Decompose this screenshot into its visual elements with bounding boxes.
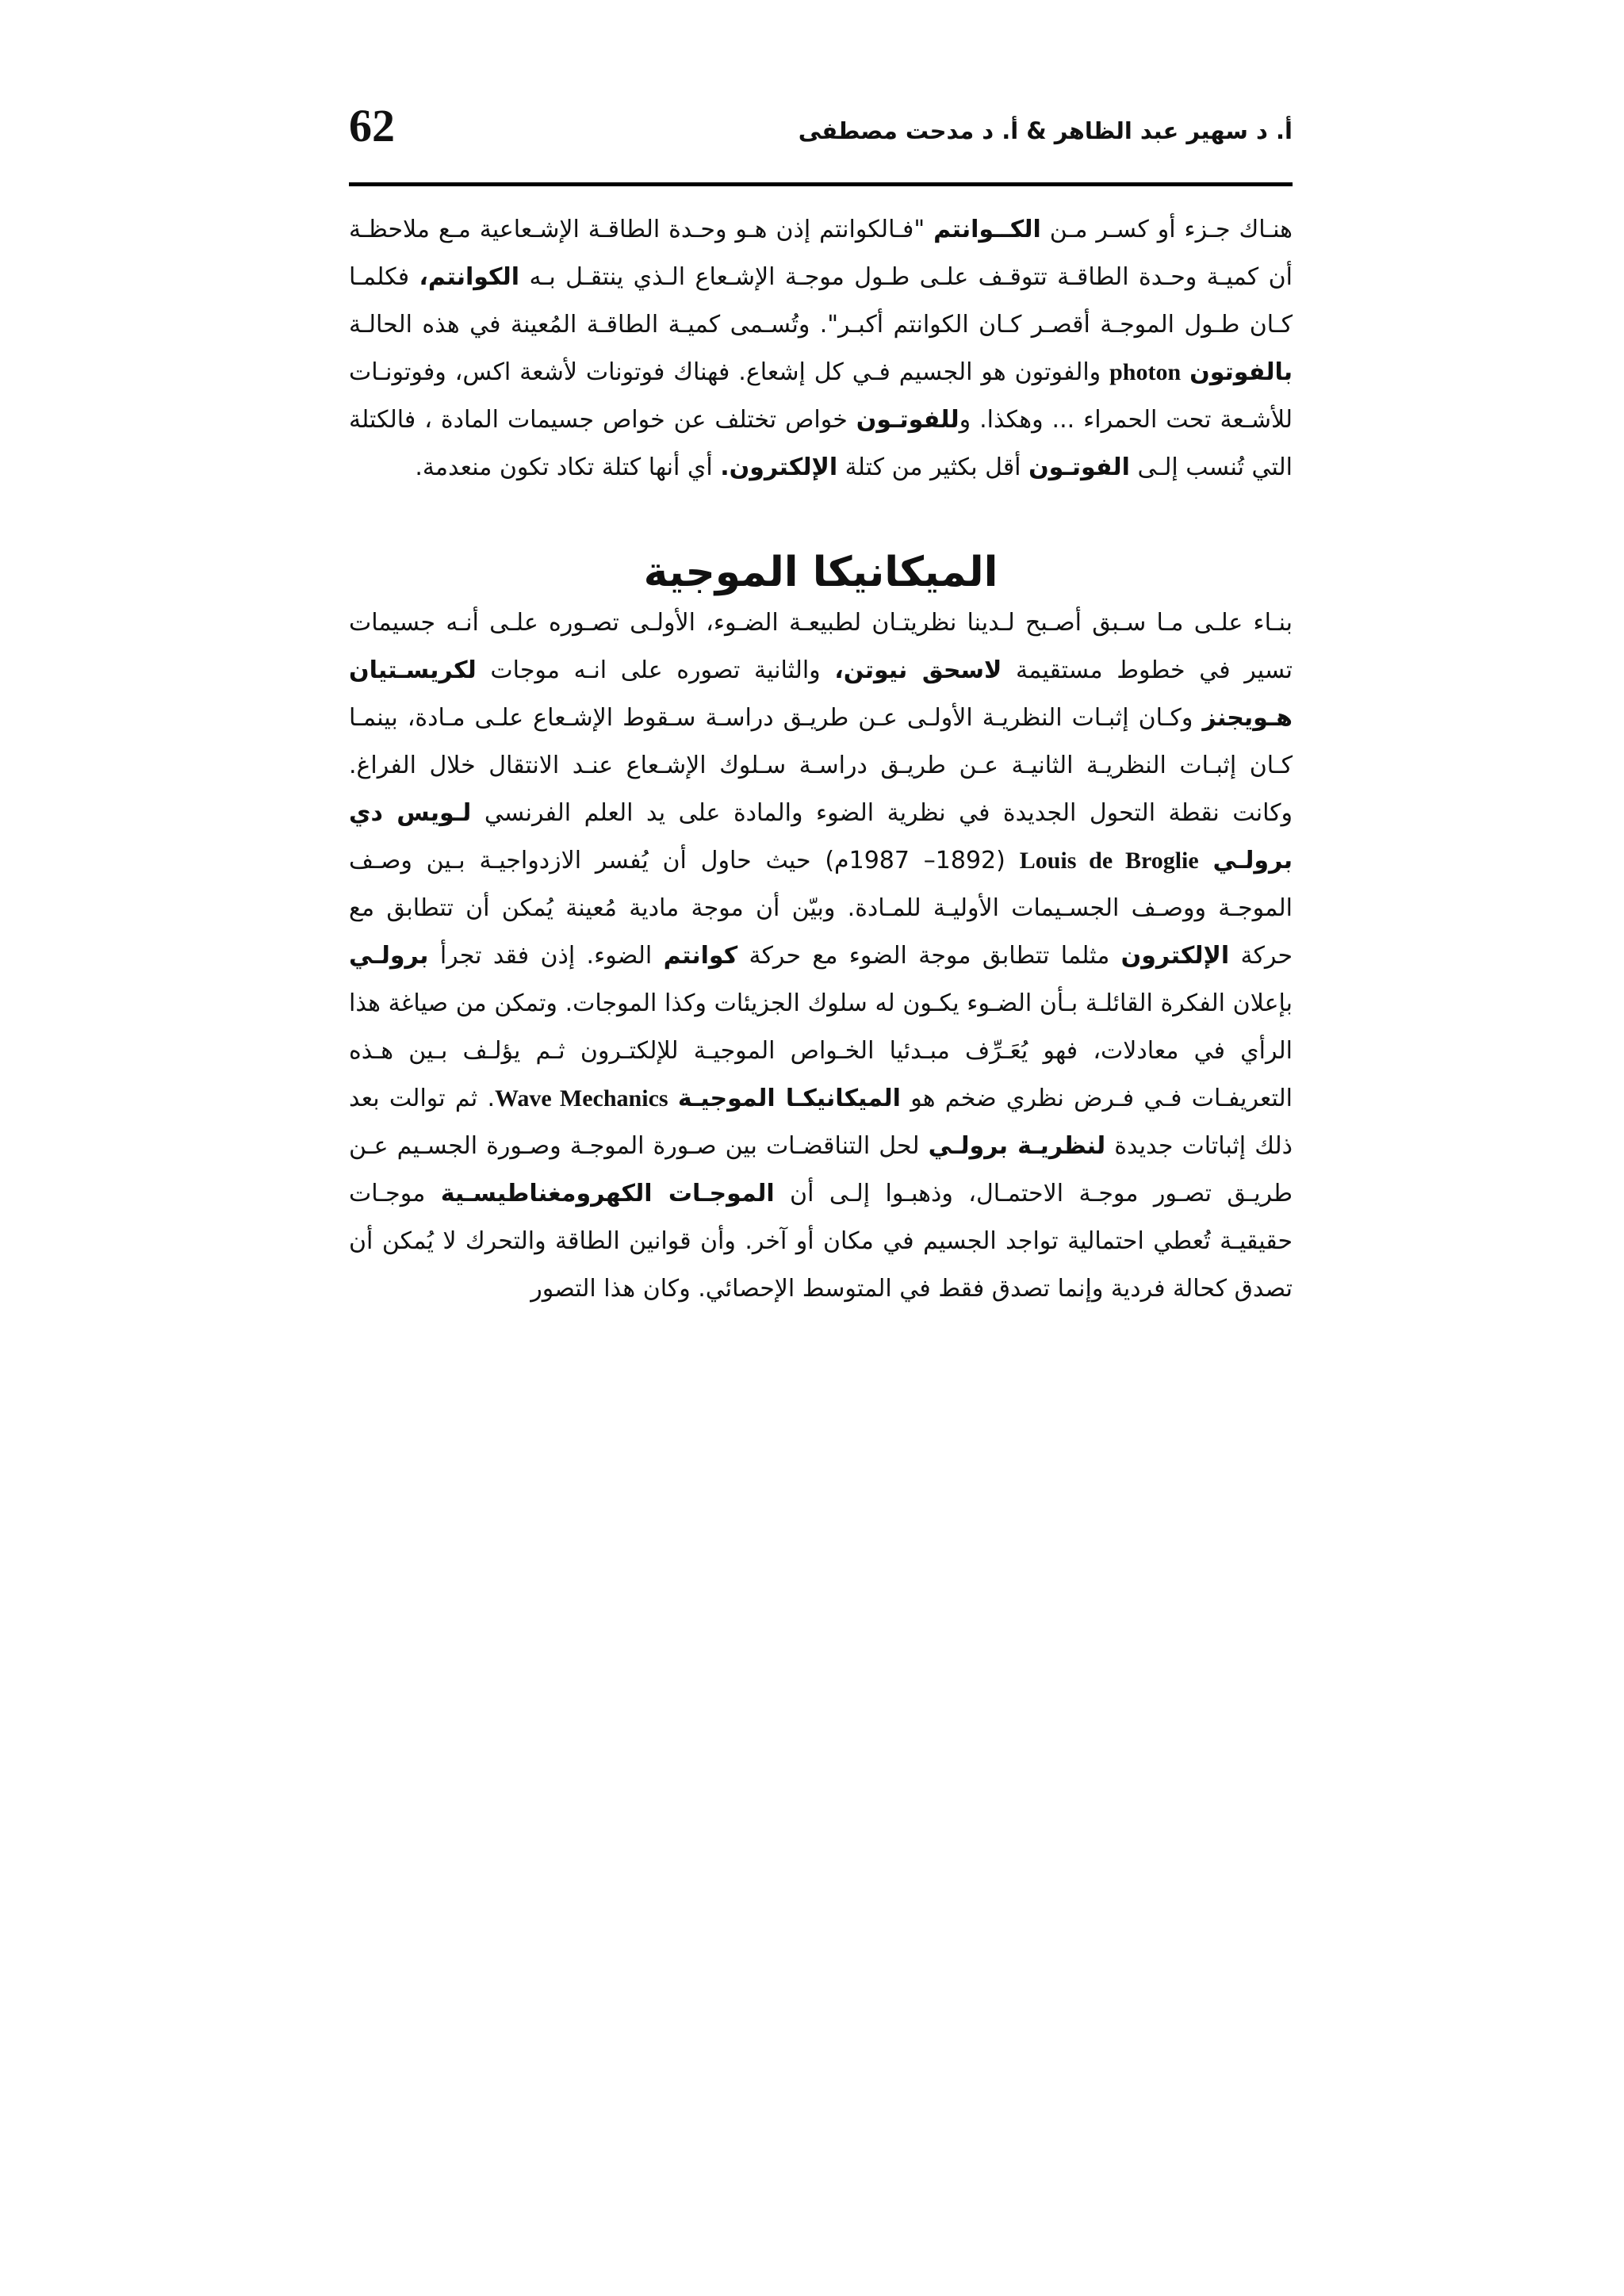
page-header	[349, 94, 1293, 186]
paragraph-wave-mechanics	[349, 599, 1293, 1313]
term-broglie-theory: لنظريـة برولـي	[928, 1132, 1106, 1160]
text-span: بنـاء علـى مـا سـبق أصـبح لـدينا نظريتـان لطبيعـة الضـوء، الأولـى تصـوره علـى أنـه جسيمات تسير في خطوط مستقيمة	[349, 609, 1293, 684]
text-span: والثانية تصوره على انـه موجات	[476, 656, 835, 684]
text-span: مثلما تتطابق موجة الضوء مع حركة	[737, 942, 1121, 970]
text-span: وكـان إثبـات النظريـة الأولـى عـن طريـق دراسـة سـقوط الإشـعاع علـى مـادة، بينمـا كـان إثبـات النظريـة الثانيـة عـن طريـق دراسـة سـلوك الإشـعاع عنـد الانتقال خلال الفراغ. وكانت نقطة التحول الجديدة في نظرية الضوء والمادة على يد العلم الفرنسي	[349, 704, 1293, 827]
paragraph-quantum-photon	[349, 206, 1293, 492]
term-photon-2: للفوتـون	[856, 406, 959, 434]
text-span: فكلمـا كـان طـول الموجـة أقصـر كـان الكوانتم أكبـر". وتُسـمى كميـة الطاقـة المُعينة في هذه الحالـة	[349, 263, 1293, 339]
section-title-wave-mechanics: الميكانيكا الموجية	[643, 549, 998, 596]
term-quantum: كوانتم	[663, 942, 738, 970]
term-electromagnetic-waves: الموجـات الكهرومغناطيسـية	[440, 1180, 775, 1207]
term-wave-mechanics-latin: Wave Mechanics	[495, 1085, 668, 1112]
term-quantum: الكــوانتم	[933, 216, 1041, 243]
term-photon-latin: photon	[1109, 359, 1182, 385]
term-wave-mechanics: الميكانيكـا الموجيـة	[677, 1085, 901, 1112]
term-broglie: برولـي	[349, 942, 429, 970]
text-span: والفوتون هو الجسيم فـي كل إشعاع. فهناك فوتونات لأشعة اكس، وفوتونـات للأشـعة تحت الحمراء ... وهكذا. و	[349, 358, 1293, 434]
term-electron: الإلكترون	[1120, 942, 1230, 970]
text-span: موجـات حقيقيـة تُعطي احتمالية تواجد الجسيم في مكان أو آخر. وأن قوانين الطاقة والتحرك لا يُمكن أن تصدق كحالة فردية وإنما تصدق فقط في المتوسط الإحصائي. وكان هذا التصور	[349, 1180, 1293, 1303]
page-content	[349, 206, 1293, 1313]
term-quantum-2: الكوانتم،	[419, 263, 520, 291]
running-head-authors: أ. د سهير عبد الظاهر & أ. د مدحت مصطفى	[798, 117, 1293, 144]
text-span: . ثم توالت بعد ذلك إثباتات جديدة	[349, 1085, 1293, 1160]
text-span: (1892– 1987م) حيث حاول أن يُفسر الازدواجيـة بـين وصـف الموجـة ووصـف الجسـيمات الأوليـة للمـادة. وبيّن أن موجة مادية مُعينة يُمكن أن تتطابق مع حركة	[349, 847, 1293, 970]
term-huygens: لكريسـتيان هـويجنز	[349, 656, 1293, 732]
term-de-broglie-latin: Louis de Broglie	[1019, 848, 1199, 874]
page-number: 62	[349, 100, 395, 151]
term-photon: بالفوتون	[1189, 358, 1293, 386]
term-newton: لاسحق نيوتن،	[834, 656, 1002, 684]
text-span: هنـاك جـزء أو كسـر مـن	[1040, 216, 1293, 243]
term-electron: الإلكترون.	[720, 453, 838, 481]
text-span: بإعلان الفكرة القائلـة بـأن الضـوء يكـون له سلوك الجزيئات وكذا الموجات. وتمكن من صياغة هذا الرأي في معادلات، فهو يُعَـرِّف مبـدئيا الخـواص الموجيـة للإلكتـرون ثـم يؤلـف بـين هـذه التعريفـات فـي فـرض نظري ضخم هو	[349, 989, 1293, 1112]
text-span: لحل التناقضـات بين صـورة الموجـة وصـورة الجسـيم عـن طريـق تصـور موجـة الاحتمـال، وذهبـوا إلـى أن	[349, 1132, 1293, 1207]
text-span: الضوء. إذن فقد تجرأ	[428, 942, 664, 970]
text-span: أقل بكثير من كتلة	[837, 453, 1029, 481]
term-de-broglie: لـويس دي برولـي	[349, 799, 1293, 874]
text-span: "فـالكوانتم إذن هـو وحـدة الطاقـة الإشـعاعية مـع ملاحظـة أن كميـة وحـدة الطاقـة تتوقـف علـى طـول موجـة الإشـعاع الـذي ينتقـل بـه	[349, 216, 1293, 291]
text-span: خواص تختلف عن خواص جسيمات المادة ، فالكتلة التي تُنسب إلـى	[349, 406, 1293, 481]
term-photon-3: الفوتـون	[1028, 453, 1130, 481]
text-span: أي أنها كتلة تكاد تكون منعدمة.	[415, 453, 721, 481]
